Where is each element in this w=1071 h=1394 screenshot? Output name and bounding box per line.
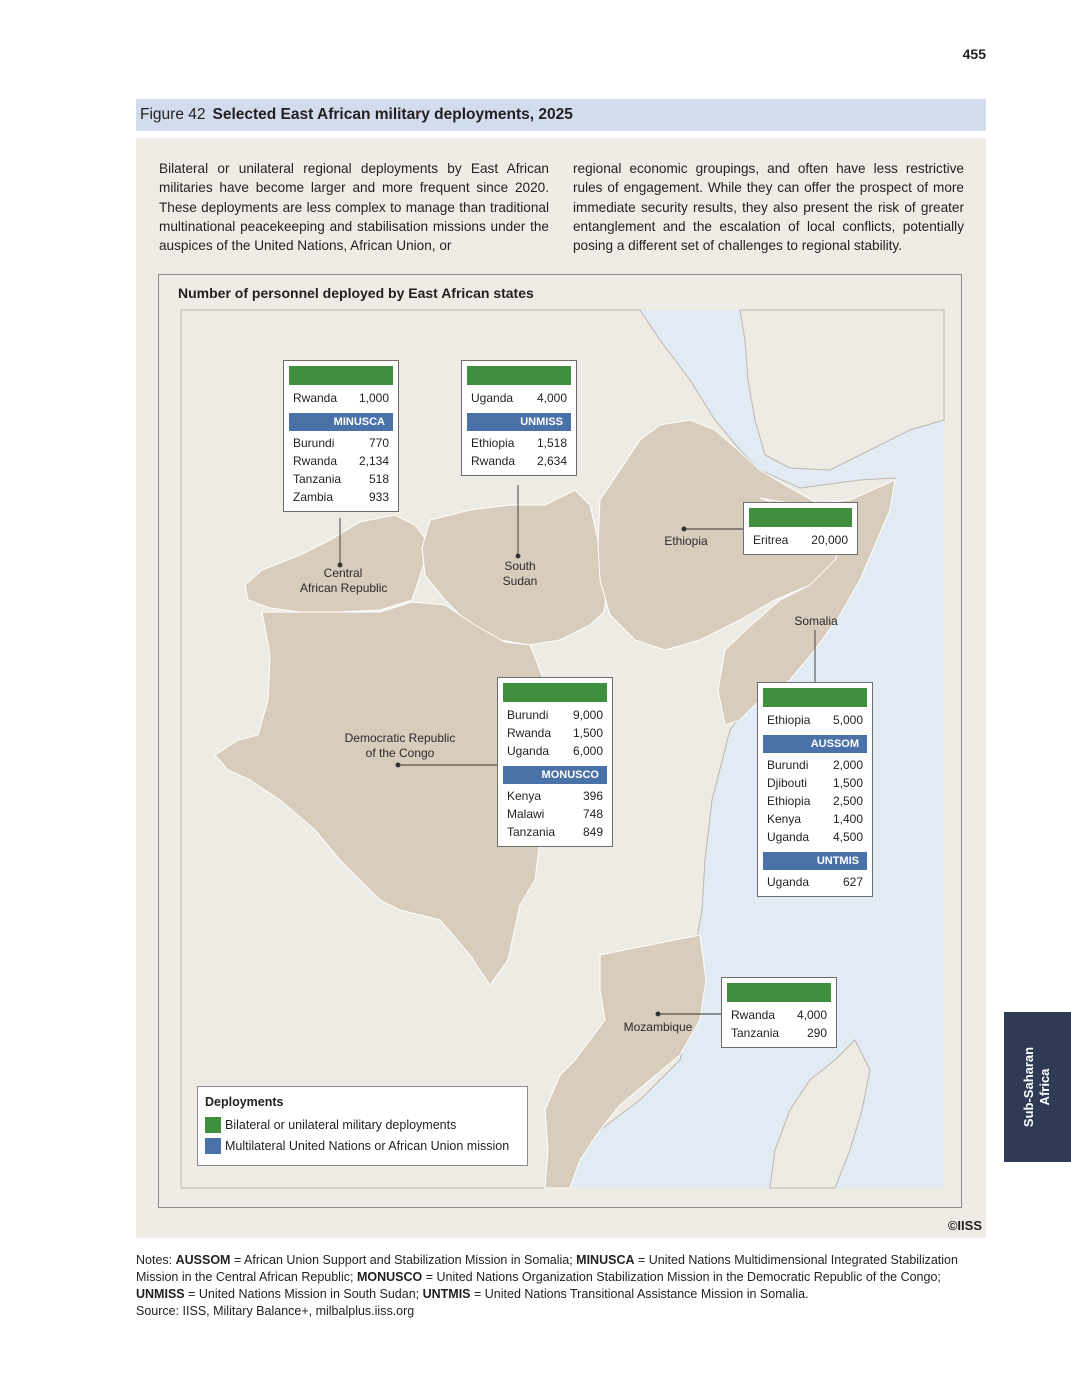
aussom-row — [763, 756, 867, 774]
ethiopia-label: Ethiopia — [664, 534, 708, 548]
car-label-line2: African Republic — [300, 581, 388, 595]
legend-item-multilateral — [205, 1138, 520, 1154]
car-bilateral-bar — [289, 366, 393, 385]
ethiopia-bilateral-personnel: 20,000 — [811, 533, 848, 547]
notes-minusca-abbr: MINUSCA — [576, 1253, 635, 1267]
car-label — [300, 566, 386, 596]
notes-monusco-abbr: MONUSCO — [356, 1270, 423, 1284]
mozambique-bilateral-country: Rwanda — [731, 1008, 776, 1022]
untmis-country: Uganda — [767, 875, 810, 889]
unmiss-bar: UNMISS — [467, 413, 571, 431]
drc-leader-dot — [396, 763, 400, 767]
intro-text-right: regional economic groupings, and often have less restrictive rules of engagement. While they can offer the prospect of more immediate security results, they also present the risk of greater entanglement and the escalation of local conflicts, potentially posing a different set of challenges to regional stability. — [573, 161, 964, 254]
minusca-bar: MINUSCA — [289, 413, 393, 431]
minusca-personnel: 518 — [368, 472, 389, 486]
map-legend — [197, 1086, 528, 1166]
ethiopia-bilateral-bar — [749, 508, 852, 527]
mozambique-leader-dot — [656, 1012, 660, 1016]
aussom-personnel: 1,400 — [832, 812, 863, 826]
notes-source: Source: IISS, Military Balance+, milbalplus.iiss.org — [136, 1304, 415, 1318]
aussom-personnel: 2,000 — [832, 758, 863, 772]
somalia-bilateral-personnel: 5,000 — [832, 713, 863, 727]
ethiopia-deployment-box — [743, 502, 858, 555]
mozambique-bilateral-personnel: 4,000 — [796, 1008, 827, 1022]
section-tab-label — [1021, 1047, 1053, 1127]
south-sudan-label — [494, 559, 546, 589]
aussom-country: Djibouti — [767, 776, 808, 790]
mozambique-bilateral-row — [727, 1024, 831, 1042]
map-heading: Number of personnel deployed by East African states — [178, 285, 534, 301]
section-tab — [1004, 1012, 1071, 1162]
aussom-personnel: 1,500 — [832, 776, 863, 790]
minusca-country: Rwanda — [293, 454, 338, 468]
unmiss-country: Ethiopia — [471, 436, 515, 450]
notes-unmiss-def: = United Nations Mission in South Sudan; — [184, 1287, 423, 1301]
car-deployment-box — [283, 360, 399, 512]
monusco-personnel: 849 — [582, 825, 603, 839]
drc-bilateral-personnel: 1,500 — [572, 726, 603, 740]
somalia-bilateral-row — [763, 711, 867, 729]
mozambique-deployment-box — [721, 977, 837, 1048]
monusco-country: Kenya — [507, 789, 542, 803]
somalia-bilateral-bar — [763, 688, 867, 707]
monusco-row — [503, 787, 607, 805]
aussom-country: Kenya — [767, 812, 802, 826]
aussom-country: Uganda — [767, 830, 810, 844]
aussom-personnel: 2,500 — [832, 794, 863, 808]
aussom-row — [763, 828, 867, 846]
mozambique-bilateral-bar — [727, 983, 831, 1002]
drc-bilateral-country: Burundi — [507, 708, 549, 722]
untmis-bar: UNTMIS — [763, 852, 867, 870]
drc-label-line2: of the Congo — [365, 746, 435, 760]
mozambique-bilateral-row — [727, 1006, 831, 1024]
mozambique-label: Mozambique — [623, 1020, 693, 1034]
page-number: 455 — [962, 46, 986, 62]
aussom-bar: AUSSOM — [763, 735, 867, 753]
drc-bilateral-country: Rwanda — [507, 726, 552, 740]
drc-label — [338, 731, 462, 761]
aussom-personnel: 4,500 — [832, 830, 863, 844]
copyright: ©IISS — [947, 1218, 982, 1233]
ethiopia-bilateral-country: Eritrea — [753, 533, 789, 547]
somalia-label: Somalia — [794, 614, 838, 628]
untmis-personnel: 627 — [842, 875, 863, 889]
untmis-row — [763, 873, 867, 891]
minusca-row — [289, 470, 393, 488]
drc-bilateral-row — [503, 724, 607, 742]
aussom-row — [763, 774, 867, 792]
minusca-row — [289, 434, 393, 452]
ethiopia-leader-dot — [682, 527, 686, 531]
monusco-bar: MONUSCO — [503, 766, 607, 784]
legend-label-bilateral: Bilateral or unilateral military deployments — [225, 1118, 457, 1132]
monusco-personnel: 748 — [582, 807, 603, 821]
monusco-row — [503, 823, 607, 841]
south-sudan-leader-dot — [516, 554, 520, 558]
legend-title: Deployments — [205, 1095, 284, 1109]
unmiss-personnel: 1,518 — [536, 436, 567, 450]
notes-untmis-abbr: UNTMIS — [422, 1287, 471, 1301]
somalia-deployment-box — [757, 682, 873, 897]
minusca-country: Burundi — [293, 436, 335, 450]
mozambique-bilateral-country: Tanzania — [731, 1026, 780, 1040]
south-sudan-label-line1: South — [504, 559, 536, 573]
legend-swatch-multilateral — [205, 1138, 221, 1154]
minusca-personnel: 933 — [368, 490, 389, 504]
south-sudan-bilateral-row — [467, 389, 571, 407]
notes-monusco-def: = United Nations Organization Stabilization Mission in the Democratic Republic of the Congo; — [422, 1270, 941, 1284]
notes-minusca-def: = United Nations Multidimensional Integrated Stabilization Mission in the Central African Republic; — [136, 1253, 958, 1284]
legend-item-bilateral — [205, 1117, 520, 1133]
minusca-personnel: 2,134 — [358, 454, 389, 468]
monusco-row — [503, 805, 607, 823]
aussom-row — [763, 810, 867, 828]
drc-bilateral-personnel: 6,000 — [572, 744, 603, 758]
legend-swatch-bilateral — [205, 1117, 221, 1133]
minusca-row — [289, 452, 393, 470]
minusca-country: Tanzania — [293, 472, 342, 486]
somalia-bilateral-country: Ethiopia — [767, 713, 811, 727]
unmiss-row — [467, 452, 571, 470]
drc-label-line1: Democratic Republic — [344, 731, 456, 745]
notes-prefix: Notes: — [136, 1253, 176, 1267]
south-sudan-label-line2: Sudan — [502, 574, 538, 588]
notes-untmis-def: = United Nations Transitional Assistance Mission in Somalia. — [470, 1287, 809, 1301]
drc-bilateral-bar — [503, 683, 607, 702]
notes-unmiss-abbr: UNMISS — [136, 1287, 185, 1301]
drc-bilateral-country: Uganda — [507, 744, 550, 758]
figure-title: Selected East African military deployments, 2025 — [212, 106, 573, 123]
drc-bilateral-row — [503, 742, 607, 760]
notes-aussom-def: = African Union Support and Stabilization Mission in Somalia; — [230, 1253, 577, 1267]
minusca-row — [289, 488, 393, 506]
car-bilateral-country: Rwanda — [293, 391, 338, 405]
intro-text-left: Bilateral or unilateral regional deployments by East African militaries have become larger and more frequent since 2020. These deployments are less complex to manage than traditional multinational peacekeeping and stabilisation missions under the auspices of the United Nations, African Union, or — [159, 161, 549, 254]
unmiss-personnel: 2,634 — [536, 454, 567, 468]
monusco-country: Malawi — [507, 807, 545, 821]
drc-bilateral-personnel: 9,000 — [572, 708, 603, 722]
figure-notes — [136, 1252, 986, 1320]
minusca-country: Zambia — [293, 490, 334, 504]
car-bilateral-personnel: 1,000 — [358, 391, 389, 405]
car-label-line1: Central — [323, 566, 363, 580]
drc-bilateral-row — [503, 706, 607, 724]
monusco-personnel: 396 — [582, 789, 603, 803]
car-bilateral-row — [289, 389, 393, 407]
aussom-country: Burundi — [767, 758, 809, 772]
unmiss-country: Rwanda — [471, 454, 516, 468]
figure-label: Figure 42 — [140, 106, 206, 123]
monusco-country: Tanzania — [507, 825, 556, 839]
aussom-row — [763, 792, 867, 810]
minusca-personnel: 770 — [368, 436, 389, 450]
ethiopia-bilateral-row — [749, 531, 852, 549]
south-sudan-bilateral-bar — [467, 366, 571, 385]
aussom-country: Ethiopia — [767, 794, 811, 808]
south-sudan-bilateral-personnel: 4,000 — [536, 391, 567, 405]
south-sudan-bilateral-country: Uganda — [471, 391, 514, 405]
mozambique-bilateral-personnel: 290 — [806, 1026, 827, 1040]
unmiss-row — [467, 434, 571, 452]
section-tab-line1: Sub-Saharan — [1021, 1046, 1036, 1128]
legend-label-multilateral: Multilateral United Nations or African Union mission — [225, 1139, 510, 1153]
drc-deployment-box — [497, 677, 613, 847]
south-sudan-deployment-box — [461, 360, 577, 476]
notes-aussom-abbr: AUSSOM — [175, 1253, 231, 1267]
section-tab-line2: Africa — [1037, 1068, 1052, 1106]
